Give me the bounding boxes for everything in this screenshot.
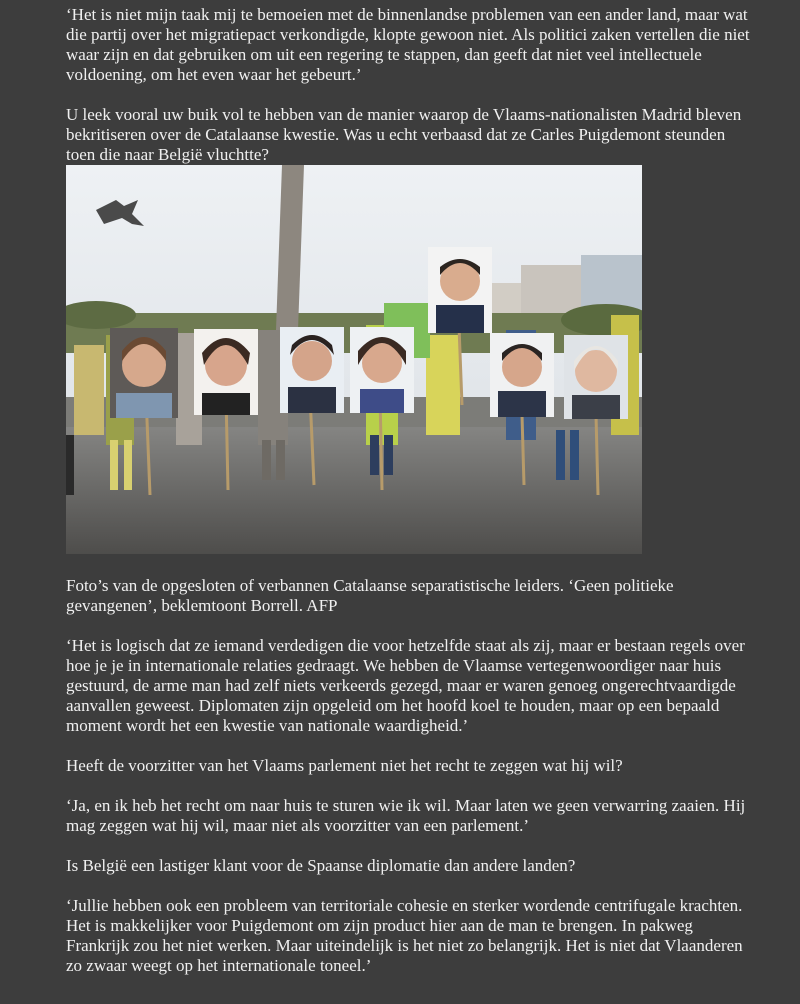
paragraph-7: ‘Jullie hebben ook een probleem van territoriale cohesie en sterker wordende centrifugale krachten. Het is makkelijker voor Puigdemont om zijn product hier aan de man te brengen. In pakweg Frankrijk zou het niet werken. Maar uiteindelijk is het niet zo belangrijk. Het is niet dat Vlaanderen zo zwaar weegt op het internationale toneel.’: [66, 896, 743, 975]
paragraph-1: ‘Het is niet mijn taak mij te bemoeien met de binnenlandse problemen van een ander land, maar wat die partij over het migratiepact verkondigde, klopte gewoon niet. Als politici zaken vertellen die niet waar zijn en dat gebruiken om uit een regering te stappen, dan geeft dat niet veel intellectuele voldoening, om het even waar het gebeurt.’: [66, 5, 750, 84]
paragraph-5: ‘Ja, en ik heb het recht om naar huis te sturen wie ik wil. Maar laten we geen verwarring zaaien. Hij mag zeggen wat hij wil, maar niet als voorzitter van een parlement.’: [66, 796, 746, 835]
protest-photo-icon: [66, 165, 642, 554]
paragraph-4-question: Heeft de voorzitter van het Vlaams parlement niet het recht te zeggen wat hij wil?: [66, 756, 623, 775]
paragraph-6-question: Is België een lastiger klant voor de Spaanse diplomatie dan andere landen?: [66, 856, 576, 875]
paragraph-3: ‘Het is logisch dat ze iemand verdedigen die voor hetzelfde staat als zij, maar er bestaan regels over hoe je je in internationale relaties gedraagt. We hebben de Vlaamse vertegenwoordiger naar huis gestuurd, de arme man had zelf niets verkeerds gezegd, maar er waren genoeg ongerechtvaardigde aanvallen geweest. Diplomaten zijn opgeleid om het hoofd koel te houden, maar op een bepaald moment wordt het een kwestie van nationale waardigheid.’: [66, 636, 745, 735]
article-body: [66, 5, 756, 996]
article-photo: [66, 165, 642, 554]
photo-caption: Foto’s van de opgesloten of verbannen Catalaanse separatistische leiders. ‘Geen politieke gevangenen’, beklemtoont Borrell. AFP: [66, 576, 674, 615]
paragraph-2-question: U leek vooral uw buik vol te hebben van de manier waarop de Vlaams-nationalisten Madrid bleven bekritiseren over de Catalaanse kwestie. Was u echt verbaasd dat ze Carles Puigdemont steunden toen die naar België vluchtte?: [66, 105, 742, 164]
